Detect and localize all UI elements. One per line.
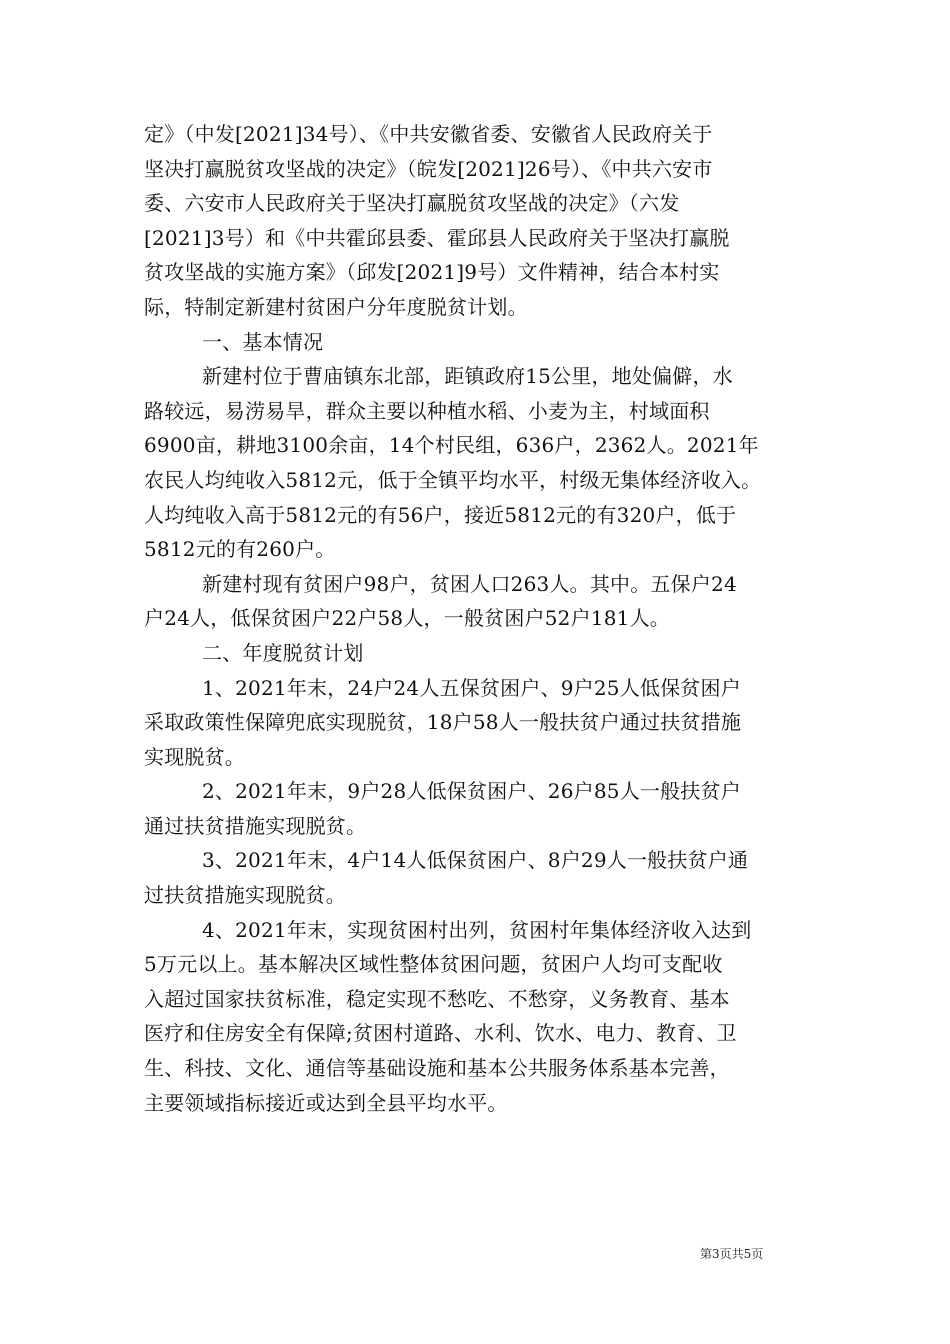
text-line: 户24人，低保贫困户22户58人，一般贫困户52户181人。 [144, 606, 670, 631]
text-line: 二、年度脱贫计划 [202, 640, 364, 665]
page-number: 第3页共5页 [700, 1247, 764, 1261]
text-line: 6900亩，耕地3100余亩，14个村民组，636户，2362人。2021年 [144, 433, 759, 458]
text-line: 新建村现有贫困户98户，贫困人口263人。其中。五保户24 [202, 571, 737, 596]
text-line: 通过扶贫措施实现脱贫。 [144, 813, 367, 838]
text-line: 新建村位于曹庙镇东北部，距镇政府15公里，地处偏僻，水 [202, 364, 733, 389]
text-line: 3、2021年末，4户14人低保贫困户、8户29人一般扶贫户通 [202, 848, 749, 873]
text-line: 农民人均纯收入5812元，低于全镇平均水平，村级无集体经济收入。 [144, 467, 762, 492]
text-line: 路较远，易涝易旱，群众主要以种植水稻、小麦为主，村域面积 [144, 398, 710, 423]
text-line: 主要领域指标接近或达到全县平均水平。 [144, 1090, 508, 1115]
text-line: 医疗和住房安全有保障;贫困村道路、水利、饮水、电力、教育、卫 [144, 1021, 737, 1046]
text-line: 际，特制定新建村贫困户分年度脱贫计划。 [144, 294, 528, 319]
text-line: 实现脱贫。 [144, 744, 245, 769]
text-line: 过扶贫措施实现脱贫。 [144, 883, 346, 908]
text-line: 采取政策性保障兜底实现脱贫，18户58人一般扶贫户通过扶贫措施 [144, 710, 742, 735]
text-line: 一、基本情况 [202, 329, 324, 354]
text-line: 生、科技、文化、通信等基础设施和基本公共服务体系基本完善， [144, 1056, 730, 1081]
text-line: 1、2021年末，24户24人五保贫困户、9户25人低保贫困户 [202, 675, 741, 700]
text-line: 5万元以上。基本解决区域性整体贫困问题，贫困户人均可支配收 [144, 952, 723, 977]
text-line: 委、六安市人民政府关于坚决打赢脱贫攻坚战的决定》（六发 [144, 191, 680, 216]
text-line: [2021]3号）和《中共霍邱县委、霍邱县人民政府关于坚决打赢脱 [144, 225, 730, 250]
document-body [144, 117, 824, 1120]
text-line: 坚决打赢脱贫攻坚战的决定》（皖发[2021]26号）、《中共六安市 [144, 156, 713, 181]
text-line: 2、2021年末，9户28人低保贫困户、26户85人一般扶贫户 [202, 779, 741, 804]
text-line: 定》（中发[2021]34号）、《中共安徽省委、安徽省人民政府关于 [144, 122, 713, 146]
text-line: 5812元的有260户。 [144, 537, 336, 562]
text-line: 人均纯收入高于5812元的有56户，接近5812元的有320户，低于 [144, 502, 737, 527]
text-line: 4、2021年末，实现贫困村出列，贫困村年集体经济收入达到 [202, 917, 752, 942]
text-line: 入超过国家扶贫标准，稳定实现不愁吃、不愁穿，义务教育、基本 [144, 986, 730, 1011]
text-line: 贫攻坚战的实施方案》（邱发[2021]9号）文件精神，结合本村实 [144, 260, 720, 285]
